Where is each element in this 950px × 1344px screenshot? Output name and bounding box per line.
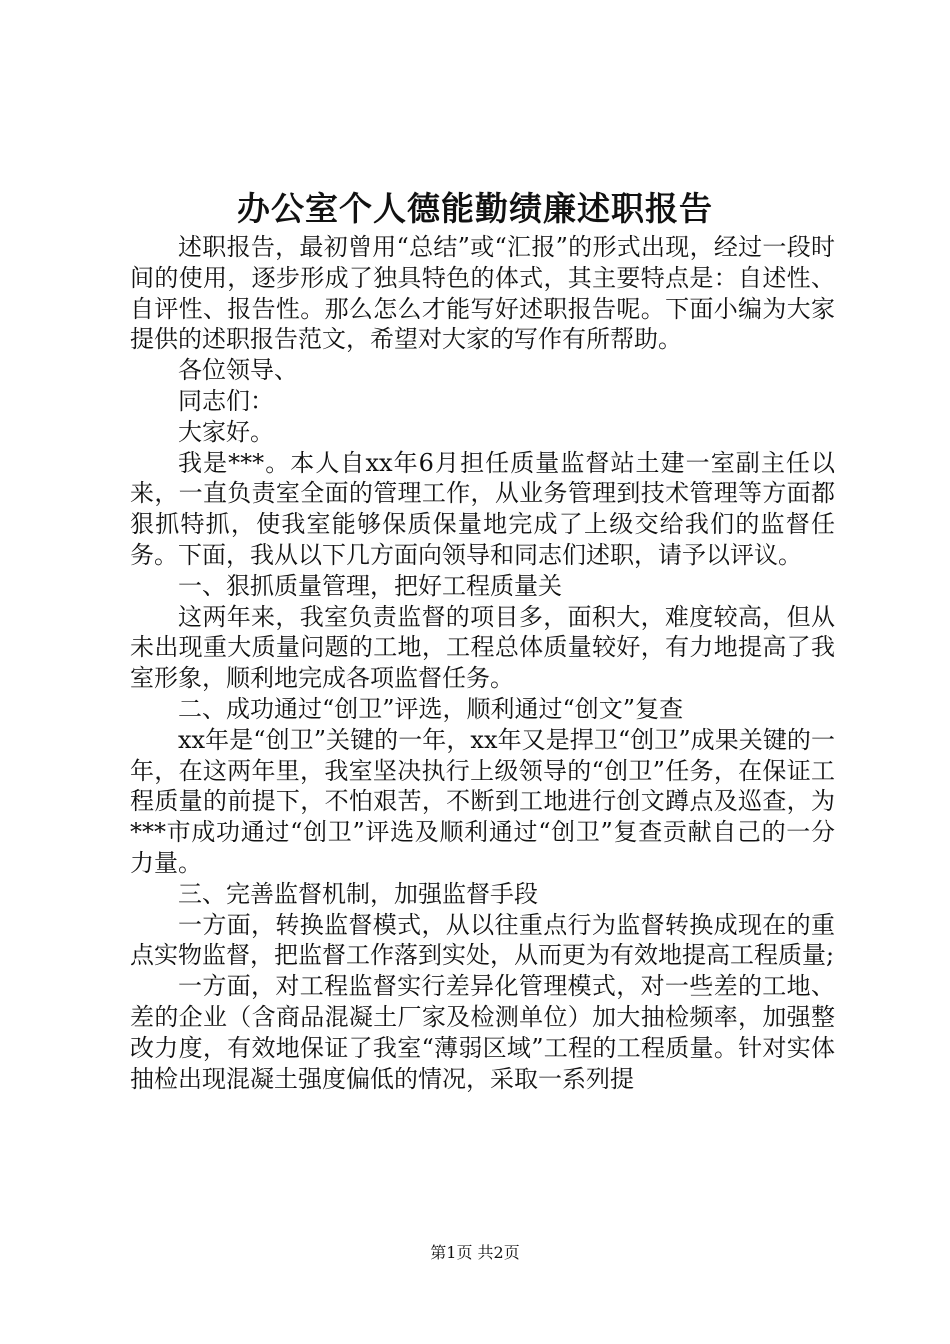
paragraph-salutation-comrades: 同志们： <box>178 386 274 415</box>
document-body <box>130 232 835 1094</box>
paragraph-self-introduction: 我是***。本人自xx年6月担任质量监督站土建一室副主任以来，一直负责室全面的管理工作，从业务管理到技术管理等方面都狠抓特抓，使我室能够保质保量地完成了上级交给我们的监督任务。下面，我从以下几方面向领导和同志们述职，请予以评议。 <box>130 448 835 569</box>
paragraph-salutation-leaders: 各位领导、 <box>178 356 298 385</box>
document-title: 办公室个人德能勤绩廉述职报告 <box>237 189 713 228</box>
paragraph-section-1: 这两年来，我室负责监督的项目多，面积大，难度较高，但从未出现重大质量问题的工地，工程总体质量较好，有力地提高了我室形象，顺利地完成各项监督任务。 <box>130 602 835 693</box>
section-heading-3: 三、完善监督机制，加强监督手段 <box>178 879 538 908</box>
paragraph-section-3-b: 一方面，对工程监督实行差异化管理模式，对一些差的工地、差的企业（含商品混凝土厂家及检测单位）加大抽检频率，加强整改力度，有效地保证了我室“薄弱区域”工程的工程质量。针对实体抽检出现混凝土强度偏低的情况，采取一系列提 <box>130 972 835 1093</box>
paragraph-intro: 述职报告，最初曾用“总结”或“汇报”的形式出现，经过一段时间的使用，逐步形成了独具特色的体式，其主要特点是：自述性、自评性、报告性。那么怎么才能写好述职报告呢。下面小编为大家提供的述职报告范文，希望对大家的写作有所帮助。 <box>130 233 835 354</box>
paragraph-section-3-a: 一方面，转换监督模式，从以往重点行为监督转换成现在的重点实物监督，把监督工作落到实处，从而更为有效地提高工程质量; <box>130 910 835 970</box>
paragraph-greeting: 大家好。 <box>178 417 274 446</box>
section-heading-1: 一、狠抓质量管理，把好工程质量关 <box>178 571 562 600</box>
page-indicator: 第1页 共2页 <box>430 1243 520 1262</box>
section-heading-2: 二、成功通过“创卫”评选，顺利通过“创文”复查 <box>178 694 684 723</box>
paragraph-section-2: xx年是“创卫”关键的一年，xx年又是捍卫“创卫”成果关键的一年，在这两年里，我室坚决执行上级领导的“创卫”任务，在保证工程质量的前提下，不怕艰苦，不断到工地进行创文蹲点及巡查，为***市成功通过“创卫”评选及顺利通过“创卫”复查贡献自己的一分力量。 <box>130 725 835 877</box>
